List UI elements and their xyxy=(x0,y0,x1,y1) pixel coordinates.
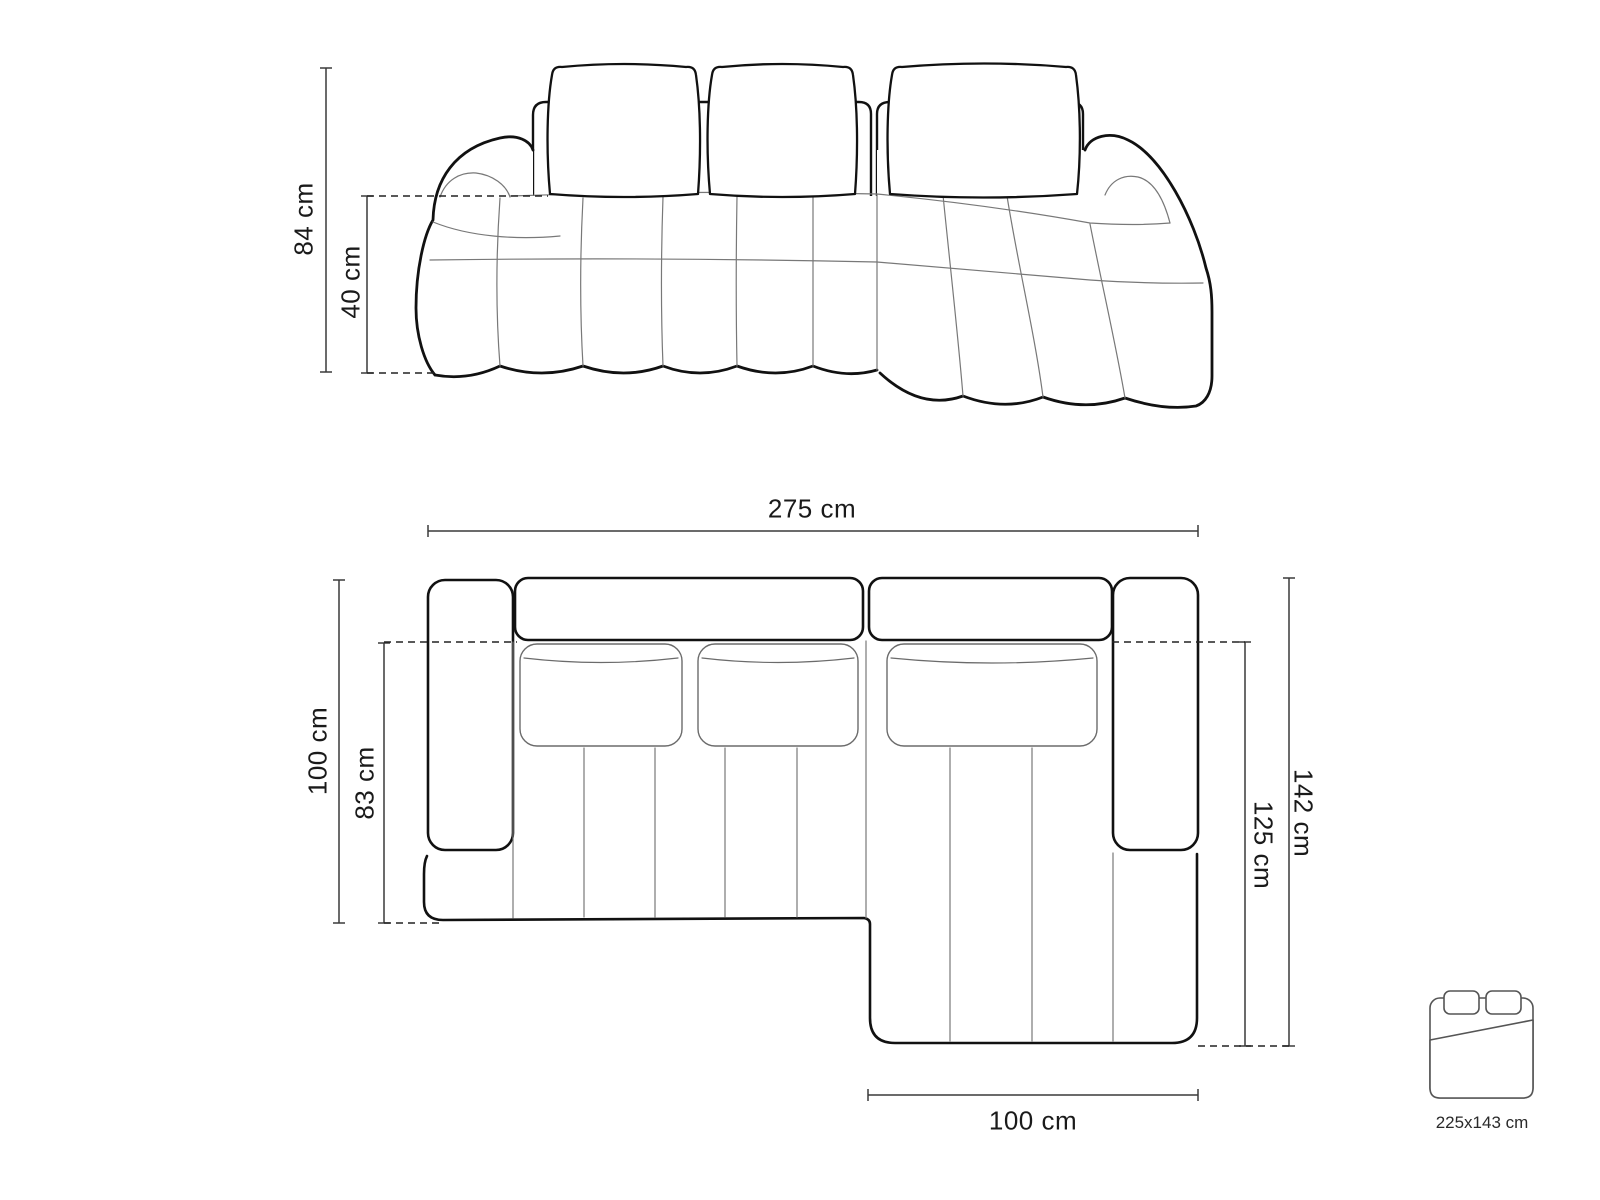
dim-chaise-depth-total-label: 142 cm xyxy=(1288,768,1319,858)
plan-view-drawing xyxy=(424,578,1198,1043)
dim-width-total-label: 275 cm xyxy=(767,493,857,524)
dim-chaise-depth-inner-label: 125 cm xyxy=(1248,800,1279,890)
bed-icon xyxy=(1430,991,1533,1098)
front-view-drawing xyxy=(416,64,1212,408)
dim-height-total-label: 84 cm xyxy=(288,182,319,256)
dim-height-seat-label: 40 cm xyxy=(335,245,366,319)
dim-chaise-width-label: 100 cm xyxy=(988,1105,1078,1136)
sleeping-area-label: 225x143 cm xyxy=(1435,1113,1529,1132)
dim-depth-total-label: 100 cm xyxy=(302,706,333,796)
dim-depth-seat-label: 83 cm xyxy=(349,746,380,820)
